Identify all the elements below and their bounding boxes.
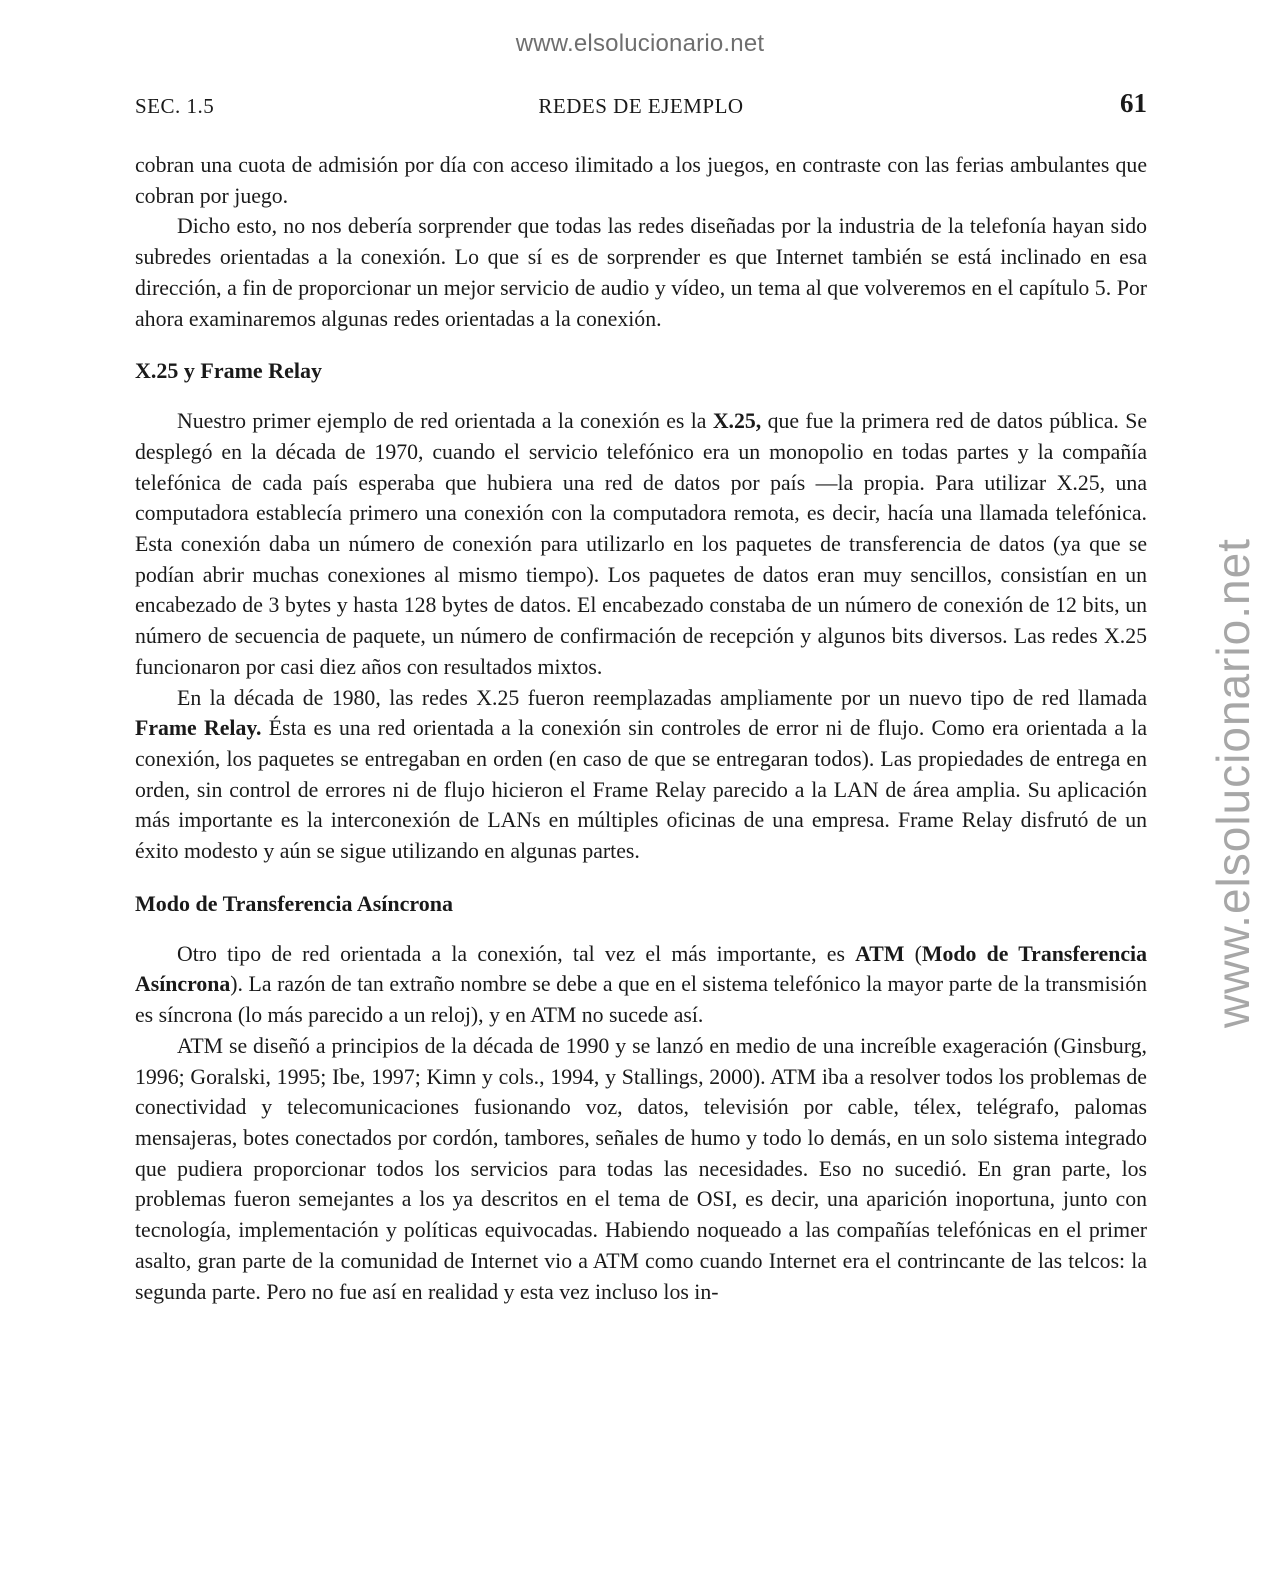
heading-atm: Modo de Transferencia Asíncrona [135,890,453,916]
watermark-top: www.elsolucionario.net [515,30,765,57]
paragraph-1: cobran una cuota de admisión por día con acceso ilimitado a los juegos, en contraste con las ferias ambulantes que cobran por juego. [135,153,1147,208]
paragraph-3-text-c: que fue la primera red de datos pública. Se desplegó en la década de 1970, cuando el servicio telefónico era un monopolio en todas partes y la compañía telefónica de cada país esperaba que hubiera una red de datos por país —la propia. Para utilizar X.25, una computadora establecía primero una conexión con la computadora remota, es decir, hacía una llamada telefónica. Esta conexión daba un número de conexión para utilizarlo en los paquetes de transferencia de datos (ya que se podían abrir muchas conexiones al mismo tiempo). Los paquetes de datos eran muy sencillos, consistían en un encabezado de 3 bytes y hasta 128 bytes de datos. El encabezado constaba de un número de conexión de 12 bits, un número de secuencia de paquete, un número de confirmación de recepción y algunos bits diversos. Las redes X.25 funcionaron por casi diez años con resultados mixtos. [135,409,1147,679]
paragraph-4-text-c: Ésta es una red orientada a la conexión sin controles de error ni de flujo. Como era orientada a la conexión, los paquetes se entregaban en orden (en caso de que se entregaran todos). Las propiedades de entrega en orden, sin control de errores ni de flujo hicieron el Frame Relay parecido a la LAN de área amplia. Su aplicación más importante es la interconexión de LANs en múltiples oficinas de una empresa. Frame Relay disfrutó de un éxito modesto y aún se sigue utilizando en algunas partes. [135,716,1147,864]
term-frame-relay: Frame Relay. [135,716,262,741]
section-label: SEC. 1.5 [135,94,215,118]
paragraph-5 [135,939,1147,1031]
paragraph-5-text-e: ). La razón de tan extraño nombre se debe a que en el sistema telefónico la mayor parte de la transmisión es síncrona (lo más parecido a un reloj), y en ATM no sucede así. [135,972,1147,1028]
chapter-title: REDES DE EJEMPLO [538,94,744,118]
paragraph-4-text-a: En la década de 1980, las redes X.25 fueron reemplazadas ampliamente por un nuevo tipo de red llamada [177,685,1147,710]
heading-x25-frame-relay: X.25 y Frame Relay [135,358,322,384]
term-atm-expansion: Modo de Transferencia Asíncrona [135,941,1147,997]
running-head [135,88,1147,122]
paragraph-3 [135,406,1147,682]
paragraph-2: Dicho esto, no nos debería sorprender que todas las redes diseñadas por la industria de la telefonía hayan sido subredes orientadas a la conexión. Lo que sí es de sorprender es que Internet también se está inclinado en esa dirección, a fin de proporcionar un mejor servicio de audio y vídeo, un tema al que volveremos en el capítulo 5. Por ahora examinaremos algunas redes orientadas a la conexión. [135,214,1147,331]
paragraph-5-text-c: ( [904,941,922,966]
paragraph-4 [135,683,1147,867]
paragraph-6: ATM se diseñó a principios de la década de 1990 y se lanzó en medio de una increíble exageración (Ginsburg, 1996; Goralski, 1995; Ibe, 1997; Kimn y cols., 1994, y Stallings, 2000). ATM iba a resolver todos los problemas de conectividad y telecomunicaciones fusionando voz, datos, televisión por cable, télex, telégrafo, palomas mensajeras, botes conectados por cordón, tambores, señales de humo y todo lo demás, en un solo sistema integrado que pudiera proporcionar todos los servicios para todas las necesidades. Eso no sucedió. En gran parte, los problemas fueron semejantes a los ya descritos en el tema de OSI, es decir, una aparición inoportuna, junto con tecnología, implementación y políticas equivocadas. Habiendo noqueado a las compañías telefónicas en el primer asalto, gran parte de la comunidad de Internet vio a ATM como cuando Internet era el contrincante de las telcos: la segunda parte. Pero no fue así en realidad y esta vez incluso los in- [135,1033,1147,1304]
paragraph-3-text-a: Nuestro primer ejemplo de red orientada a la conexión es la [177,409,713,434]
page-body [135,150,1147,1307]
page-number: 61 [1120,88,1147,118]
term-x25: X.25, [712,409,762,434]
term-atm: ATM [855,941,905,966]
watermark-side: www.elsolucionario.net [1207,538,1259,1028]
paragraph-5-text-a: Otro tipo de red orientada a la conexión, tal vez el más importante, es [177,941,856,966]
